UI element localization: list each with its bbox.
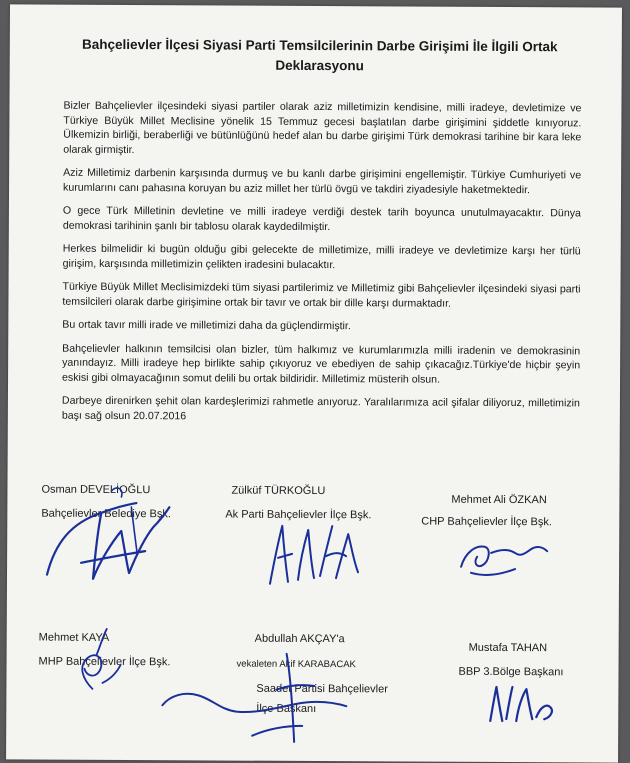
signature-2 [262, 512, 372, 593]
signatory-5-role-line1: Saadet Partisi Bahçelievler [256, 682, 388, 696]
signatory-6-name: Mustafa TAHAN [468, 641, 548, 655]
document-page [6, 4, 622, 762]
signatory-6-role: BBP 3.Bölge Başkanı [458, 665, 564, 679]
signatory-4-name: Mehmet KAYA [38, 631, 110, 644]
paragraph-4: Herkes bilmelidir ki bugün olduğu gibi gelecekte de milletimize, milli iradeye ve devletimize karşı her türlü girişim, karşısında milletimizin çelikten iradesini bulacaktır. [62, 242, 581, 271]
document-body [62, 99, 582, 426]
paragraph-7: Bahçelievler halkının temsilcisi olan bizler, tüm halkımız ve kurumlarımızla milli iradenin ve demokrasinin yanındayız. Milli iradeye hep birlikte sahip çıkıyoruz ve ebediyen de sahip çıkacağız.Türkiye'de hiçbir şeyin eskisi gibi olmayacağının somut delili bu ortak bildiridir. Milletimiz müsterih olsun. [62, 342, 581, 386]
signatory-2-name: Zülküf TÜRKOĞLU [231, 484, 326, 498]
signature-6 [484, 681, 564, 731]
signature-4 [62, 619, 132, 699]
signature-3 [455, 523, 555, 584]
paragraph-5: Türkiye Büyük Millet Meclisimizdeki tüm siyasi partilerimiz ve Milletimiz gibi Bahçelievler ilçesindeki siyasi parti temsilcileri olarak darbe girişimine ortak bir tavır ve ortak bir dille karşı durmaktadır. [62, 280, 581, 310]
signatory-5-role-line2: İlçe Başkanı [256, 702, 317, 716]
signatory-1-role: Bahçelievler Belediye Bşk. [41, 507, 171, 521]
signature-1 [41, 483, 182, 594]
paragraph-2: Aziz Milletimiz darbenin karşısında durmuş ve bu kanlı darbe girişimini engellemiştir. Türkiye Cumhuriyeti ve kurumlarını canı pahasına koruyan bu aziz millet her türlü övgü ve takdiri ziyadesiyle haketmektedir. [63, 166, 582, 196]
paragraph-8: Darbeye direnirken şehit olan kardeşlerimizi rahmetle anıyoruz. Yaralılarımıza acil şifalar diliyoruz, milletimizin başı sağ olsun 20.07.2016 [61, 394, 580, 422]
signatory-1-name: Osman DEVELİOĞLU [41, 483, 151, 497]
paragraph-6: Bu ortak tavır milli irade ve milletimizi daha da güçlendirmiştir. [62, 318, 351, 333]
signatory-3-role: CHP Bahçelievler İlçe Bşk. [421, 515, 552, 529]
signature-5 [156, 645, 377, 756]
signatory-3-name: Mehmet Ali ÖZKAN [451, 493, 547, 507]
paragraph-3: O gece Türk Milletinin devletine ve milli iradeye verdiği destek tarih boyunca unutulmayacaktır. Dünya demokrasi tarihinin şanlı bir tablosu olarak kaydedilmiştir. [62, 204, 581, 233]
signatory-5-note: vekaleten Akif KARABACAK [236, 658, 356, 671]
paragraph-1: Bizler Bahçelievler ilçesindeki siyasi partiler olarak aziz milletimizin kendisine, milli iradeye, devletimize ve Türkiye Büyük Millet Meclisine yönelik 15 Temmuz gecesi başlatılan darbe girişimini şiddetle kınıyoruz. Ülkemizin birliği, beraberliği ve bütünlüğünü hedef alan bu darbe girişimi Türk demokrasi tarihine bir kara leke olarak girmiştir. [63, 99, 582, 156]
signatory-4-role: MHP Bahçelievler İlçe Bşk. [38, 655, 171, 669]
signatory-2-role: Ak Parti Bahçelievler İlçe Bşk. [225, 508, 372, 522]
document-title: Bahçelievler İlçesi Siyasi Parti Temsilcilerinin Darbe Girişimi İle İlgili Ortak Deklarasyonu [82, 36, 558, 74]
signatory-5-name: Abdullah AKÇAY'a [254, 632, 345, 646]
